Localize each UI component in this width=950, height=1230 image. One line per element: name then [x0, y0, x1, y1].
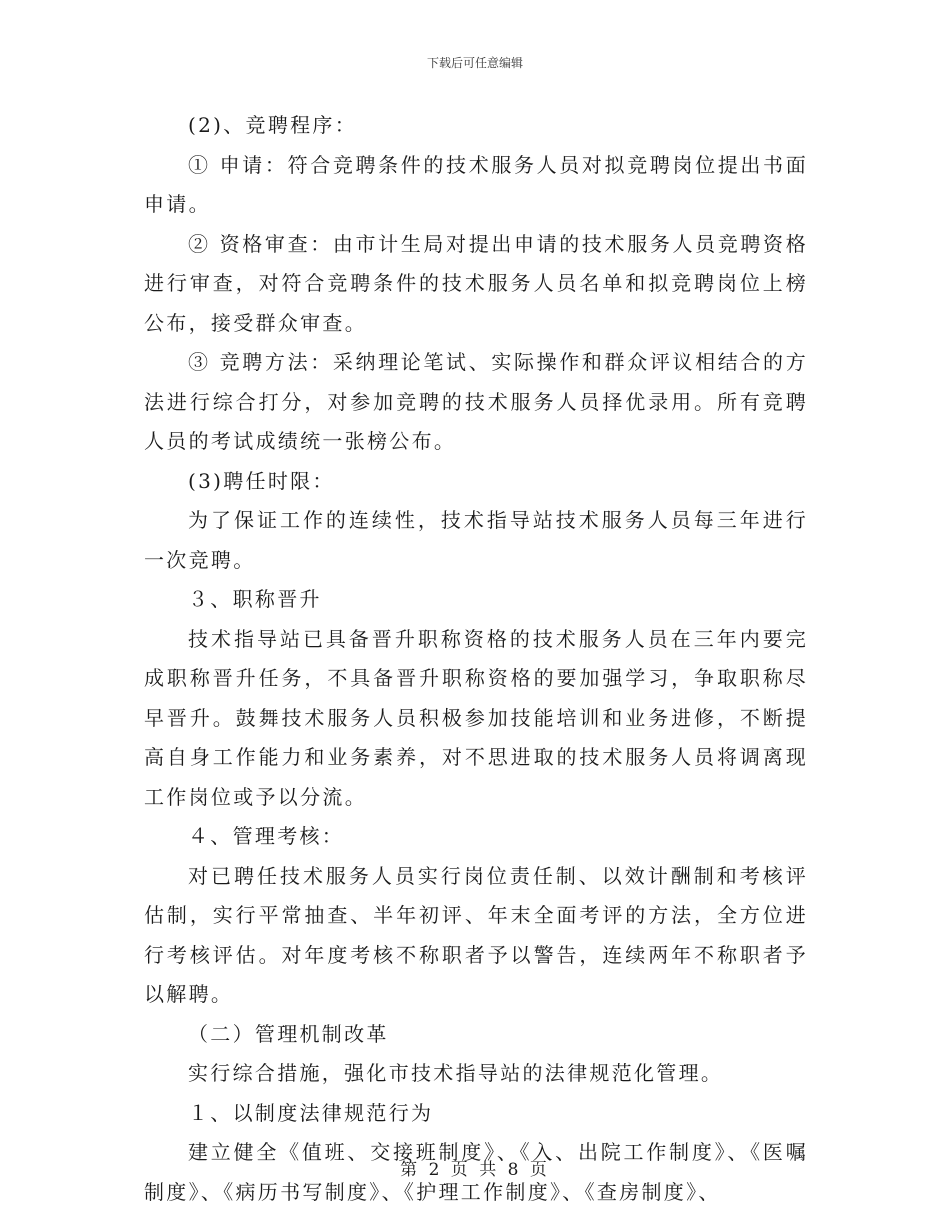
header-note: 下载后可任意编辑 [426, 56, 523, 70]
page-number-footer: 第 2 页 共 8 页 [400, 1160, 550, 1180]
section-heading: （二）管理机制改革 [188, 1021, 389, 1046]
paragraph: (2)、竞聘程序： [188, 113, 358, 137]
paragraph: 建立健全《值班、交接班制度》、《入、出院工作制度》、《医嘱制度》、《病历书写制度》、《护理工作制度》、《查房制度》、 [144, 1140, 808, 1204]
paragraph: ① 申请：符合竞聘条件的技术服务人员对拟竞聘岗位提出书面申请。 [144, 152, 808, 216]
paragraph: ③ 竞聘方法：采纳理论笔试、实际操作和群众评议相结合的方法进行综合打分，对参加竞聘的技术服务人员择优录用。所有竞聘人员的考试成绩统一张榜公布。 [144, 350, 808, 453]
paragraph: ② 资格审查：由市计生局对提出申请的技术服务人员竞聘资格进行审查，对符合竞聘条件的技术服务人员名单和拟竞聘岗位上榜公布，接受群众审查。 [144, 231, 808, 335]
section-heading: １、以制度法律规范行为 [188, 1100, 434, 1125]
paragraph: (3)聘任时限： [188, 468, 335, 493]
document-body [144, 106, 808, 1212]
paragraph: 技术指导站已具备晋升职称资格的技术服务人员在三年内要完成职称晋升任务，不具备晋升职称资格的要加强学习，争取职称尽早晋升。鼓舞技术服务人员积极参加技能培训和业务进修，不断提高自身工作能力和业务素养，对不思进取的技术服务人员将调离现工作岗位或予以分流。 [144, 626, 808, 809]
section-heading: ３、职称晋升 [188, 587, 322, 611]
paragraph: 为了保证工作的连续性，技术指导站技术服务人员每三年进行一次竞聘。 [144, 508, 808, 572]
paragraph: 实行综合措施，强化市技术指导站的法律规范化管理。 [188, 1061, 724, 1085]
section-heading: ４、管理考核： [188, 824, 345, 848]
paragraph: 对已聘任技术服务人员实行岗位责任制、以效计酬制和考核评估制，实行平常抽查、半年初评、年末全面考评的方法，全方位进行考核评估。对年度考核不称职者予以警告，连续两年不称职者予以解聘。 [144, 863, 808, 1006]
